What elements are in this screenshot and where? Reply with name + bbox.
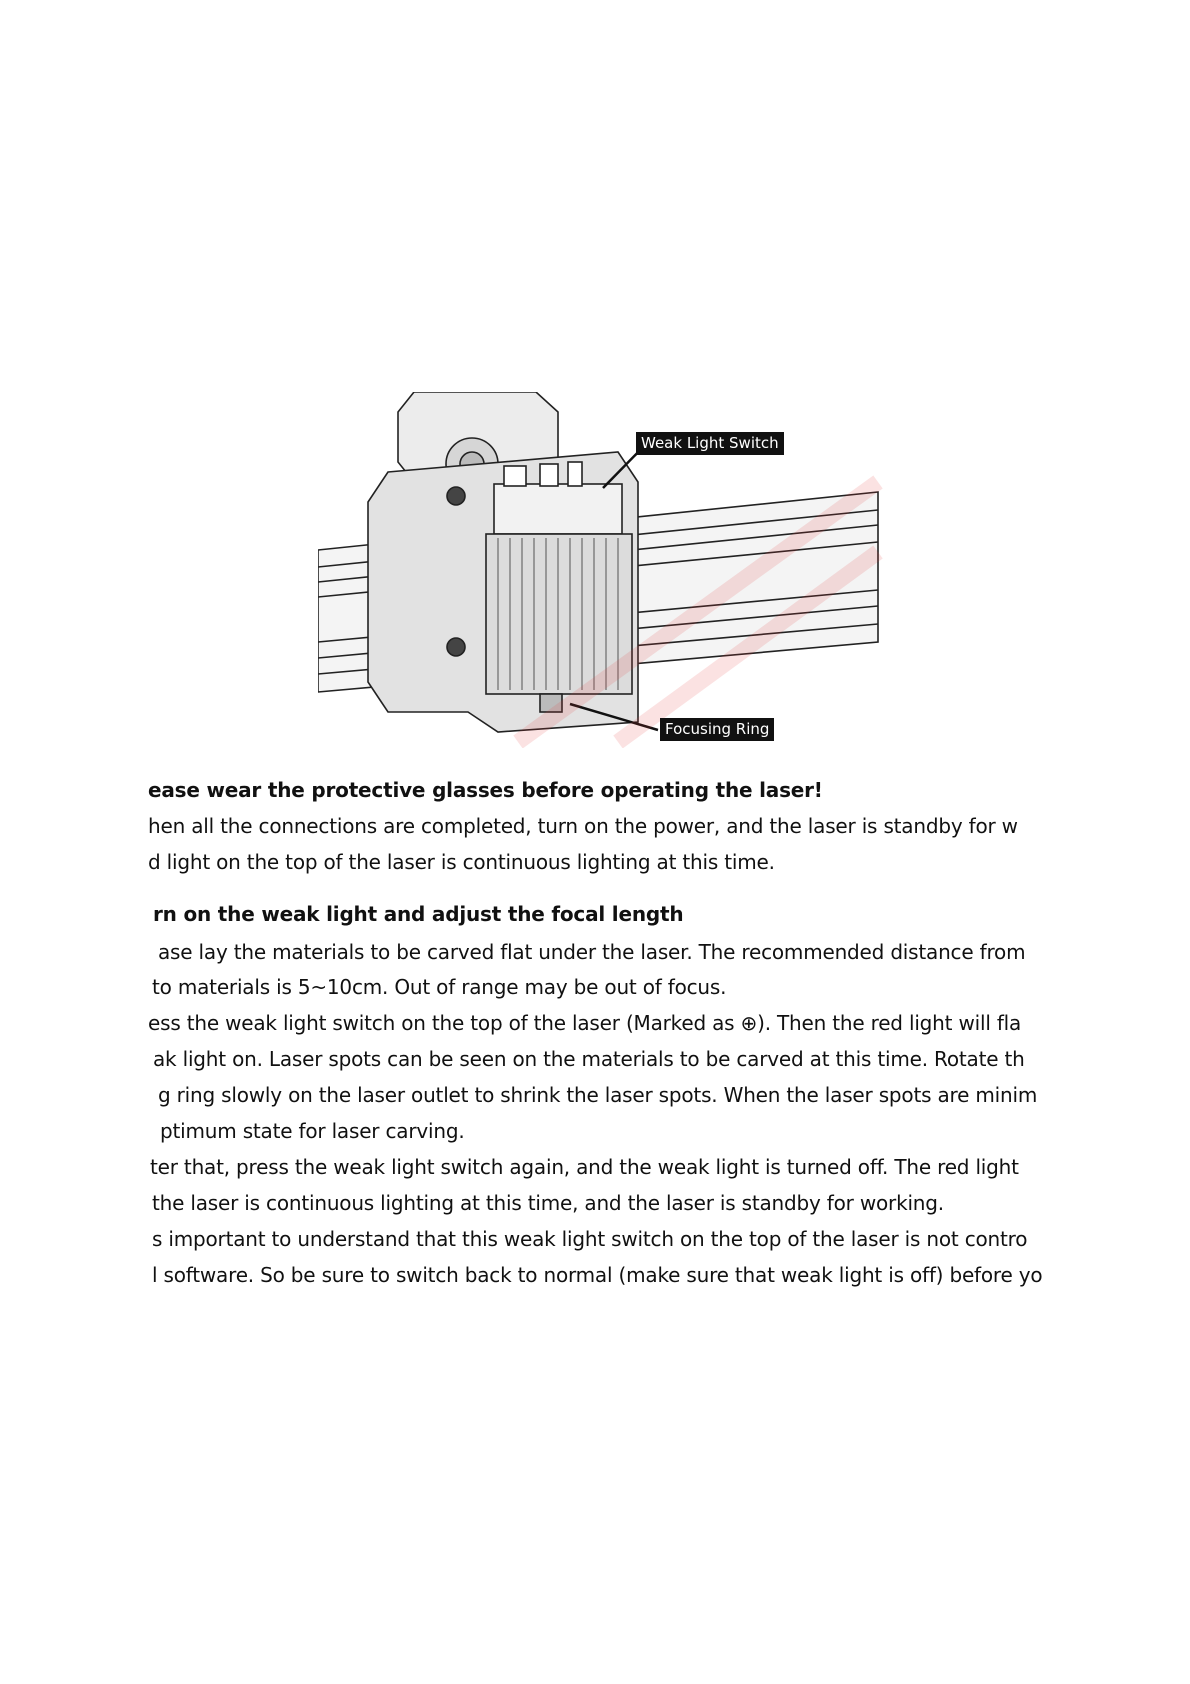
- paragraph-line: the laser is continuous lighting at this time, and the laser is standby for working.: [152, 1191, 944, 1215]
- paragraph-line: d light on the top of the laser is continuous lighting at this time.: [148, 850, 775, 874]
- paragraph-line: ase lay the materials to be carved flat under the laser. The recommended distance from: [158, 940, 1026, 964]
- paragraph-line: s important to understand that this weak light switch on the top of the laser is not contro: [152, 1227, 1028, 1251]
- paragraph-line: ptimum state for laser carving.: [160, 1119, 465, 1143]
- paragraph-line: ess the weak light switch on the top of the laser (Marked as ⊕). Then the red light will fla: [148, 1011, 1022, 1035]
- paragraph-line: hen all the connections are completed, turn on the power, and the laser is standby for w: [148, 814, 1018, 838]
- paragraph-line: g ring slowly on the laser outlet to shrink the laser spots. When the laser spots are minim: [158, 1083, 1038, 1107]
- laser-module-figure: [318, 392, 886, 748]
- laser-module-illustration: [318, 392, 886, 748]
- paragraph-line: ak light on. Laser spots can be seen on the materials to be carved at this time. Rotate th: [153, 1047, 1025, 1071]
- paragraph-line: to materials is 5~10cm. Out of range may be out of focus.: [152, 975, 727, 999]
- paragraph-line: ter that, press the weak light switch again, and the weak light is turned off. The red light: [150, 1155, 1019, 1179]
- protective-glasses-warning: ease wear the protective glasses before operating the laser!: [148, 778, 823, 802]
- section-heading: rn on the weak light and adjust the focal length: [153, 902, 684, 926]
- callout-weak-light-switch: Weak Light Switch: [636, 432, 784, 455]
- callout-focusing-ring: Focusing Ring: [660, 718, 774, 741]
- paragraph-line: l software. So be sure to switch back to normal (make sure that weak light is off) before yo: [152, 1263, 1043, 1287]
